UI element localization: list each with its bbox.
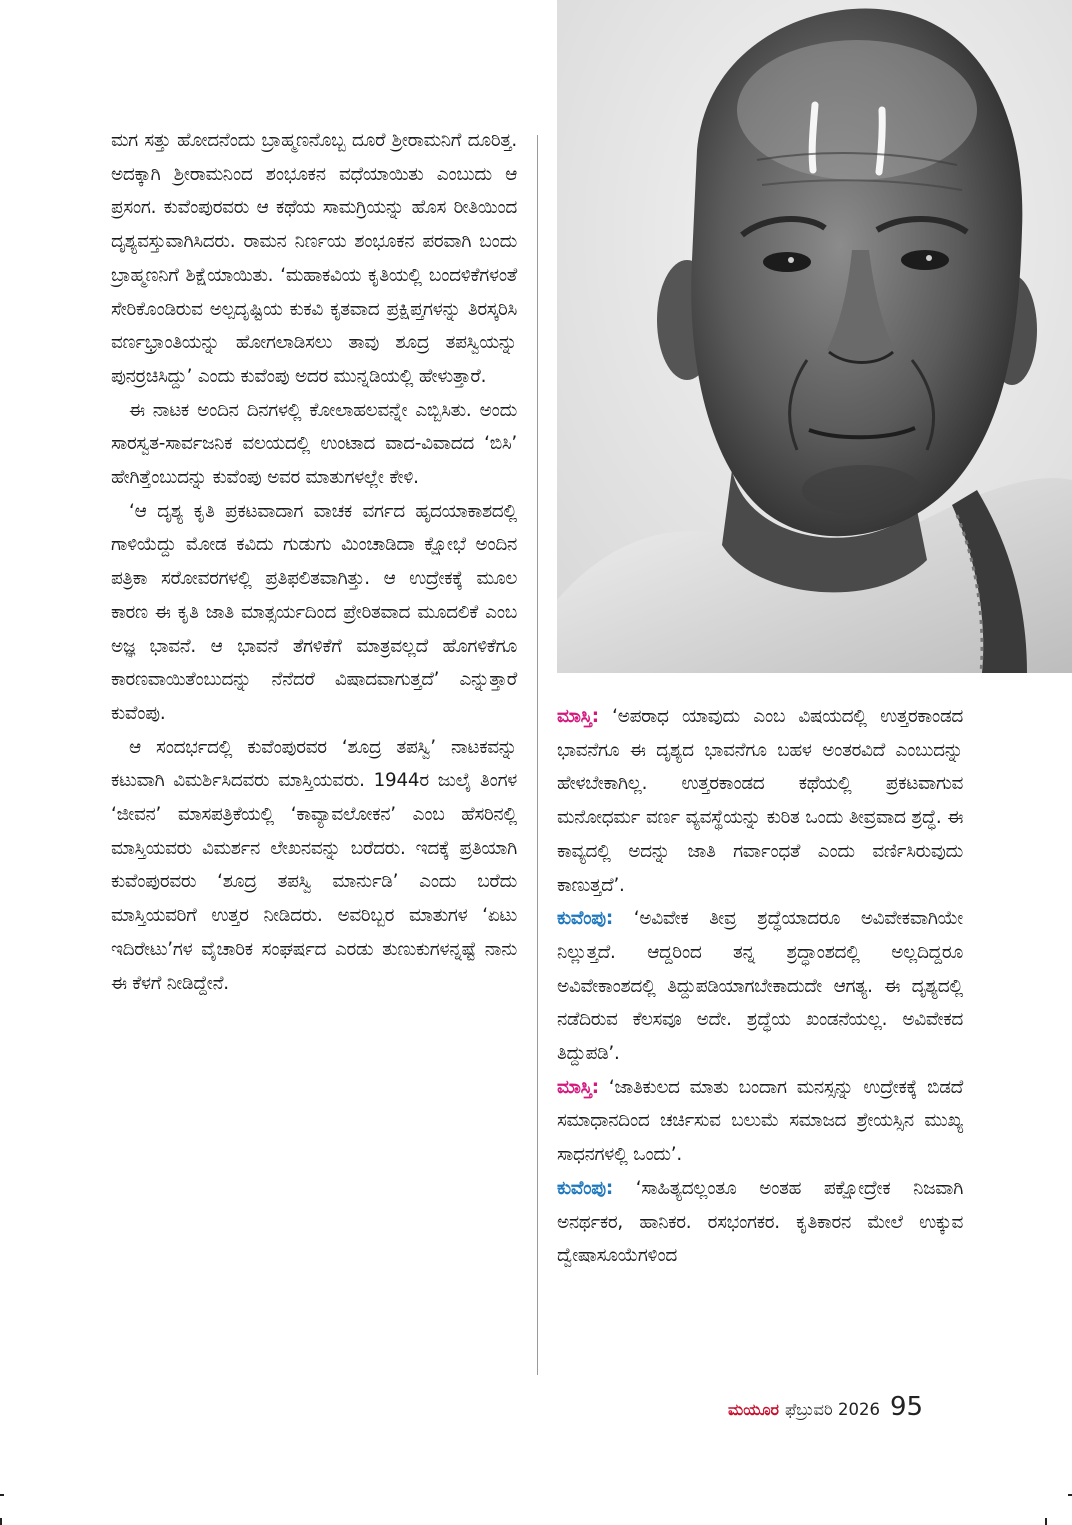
speaker-masti: ಮಾಸ್ತಿ: [557,1076,599,1098]
magazine-name: ಮಯೂರ [728,1400,780,1419]
paragraph: ಆ ಸಂದರ್ಭದಲ್ಲಿ ಕುವೆಂಪುರವರ ‘ಶೂದ್ರ ತಪಸ್ವಿ’ ನಾಟಕವನ್ನು ಕಟುವಾಗಿ ವಿಮರ್ಶಿಸಿದವರು ಮಾಸ್ತಿಯವರು. 1944ರ ಜುಲೈ ತಿಂಗಳ ‘ಜೀವನ’ ಮಾಸಪತ್ರಿಕೆಯಲ್ಲಿ ‘ಕಾವ್ಯಾವಲೋಕನ’ ಎಂಬ ಹೆಸರಿನಲ್ಲಿ ಮಾಸ್ತಿಯವರು ವಿಮರ್ಶನ ಲೇಖನವನ್ನು ಬರೆದರು. ಇದಕ್ಕೆ ಪ್ರತಿಯಾಗಿ ಕುವೆಂಪುರವರು ‘ಶೂದ್ರ ತಪಸ್ವಿ ಮಾರ್ನುಡಿ’ ಎಂದು ಬರೆದು ಮಾಸ್ತಿಯವರಿಗೆ ಉತ್ತರ ನೀಡಿದರು. ಅವರಿಬ್ಬರ ಮಾತುಗಳ ‘ಏಟು ಇದಿರೇಟು’ಗಳ ವೈಚಾರಿಕ ಸಂಘರ್ಷದ ಎರಡು ತುಣುಕುಗಳನ್ನಷ್ಟೆ ನಾನು ಈ ಕೆಳಗೆ ನೀಡಿದ್ದೇನೆ. [111,736,517,994]
paragraph: ‘ಆ ದೃಶ್ಯ ಕೃತಿ ಪ್ರಕಟವಾದಾಗ ವಾಚಕ ವರ್ಗದ ಹೃದಯಾಕಾಶದಲ್ಲಿ ಗಾಳಿಯೆದ್ದು ಮೋಡ ಕವಿದು ಗುಡುಗು ಮಿಂಚಾಡಿದಾ ಕ್ಷೋಭೆ ಅಂದಿನ ಪತ್ರಿಕಾ ಸರೋವರಗಳಲ್ಲಿ ಪ್ರತಿಫಲಿತವಾಗಿತ್ತು. ಆ ಉದ್ರೇಕಕ್ಕೆ ಮೂಲ ಕಾರಣ ಈ ಕೃತಿ ಜಾತಿ ಮಾತ್ಸರ್ಯದಿಂದ ಪ್ರೇರಿತವಾದ ಮೂದಲಿಕೆ ಎಂಬ ಅಜ್ಞ ಭಾವನೆ. ಆ ಭಾವನೆ ತೆಗಳಿಕೆಗೆ ಮಾತ್ರವಲ್ಲದೆ ಹೊಗಳಿಕೆಗೂ ಕಾರಣವಾಯಿತೆಂಬುದನ್ನು ನೆನೆದರೆ ವಿಷಾದವಾಗುತ್ತದೆ’ ಎನ್ನುತ್ತಾರೆ ಕುವೆಂಪು. [111,500,517,724]
crop-mark-bottom-right [1045,1518,1047,1525]
paragraph: ಮಗ ಸತ್ತು ಹೋದನೆಂದು ಬ್ರಾಹ್ಮಣನೊಬ್ಬ ದೂರೆ ಶ್ರೀರಾಮನಿಗೆ ದೂರಿತ್ತ. ಅದಕ್ಕಾಗಿ ಶ್ರೀರಾಮನಿಂದ ಶಂಭೂಕನ ವಧೆಯಾಯಿತು ಎಂಬುದು ಆ ಪ್ರಸಂಗ. ಕುವೆಂಪುರವರು ಆ ಕಥೆಯ ಸಾಮಗ್ರಿಯನ್ನು ಹೊಸ ರೀತಿಯಿಂದ ದೃಶ್ಯವಸ್ತುವಾಗಿಸಿದರು. ರಾಮನ ನಿರ್ಣಯ ಶಂಭೂಕನ ಪರವಾಗಿ ಬಂದು ಬ್ರಾಹ್ಮಣನಿಗೆ ಶಿಕ್ಷೆಯಾಯಿತು. ‘ಮಹಾಕವಿಯ ಕೃತಿಯಲ್ಲಿ ಬಂದಳಿಕೆಗಳಂತೆ ಸೇರಿಕೊಂಡಿರುವ ಅಲ್ಪದೃಷ್ಟಿಯ ಕುಕವಿ ಕೃತವಾದ ಪ್ರಕ್ಷಿಪ್ತಗಳನ್ನು ತಿರಸ್ಕರಿಸಿ ವರ್ಣಭ್ರಾಂತಿಯನ್ನು ಹೋಗಲಾಡಿಸಲು ತಾವು ಶೂದ್ರ ತಪಸ್ವಿಯನ್ನು ಪುನರ್ರಚಿಸಿದ್ದು’ ಎಂದು ಕುವೆಂಪು ಅದರ ಮುನ್ನಡಿಯಲ್ಲಿ ಹೇಳುತ್ತಾರೆ. [111,130,517,387]
column-divider [537,135,538,1375]
page-number: 95 [889,1392,924,1422]
page-footer [728,1392,923,1426]
dialogue-column [557,700,963,1273]
dialogue-entry [557,700,963,902]
crop-mark-right [1068,1494,1072,1496]
dialogue-text: ‘ಅಪರಾಧ ಯಾವುದು ಎಂಬ ವಿಷಯದಲ್ಲಿ ಉತ್ತರಕಾಂಡದ ಭಾವನೆಗೂ ಈ ದೃಶ್ಯದ ಭಾವನೆಗೂ ಬಹಳ ಅಂತರವಿದೆ ಎಂಬುದನ್ನು ಹೇಳಬೇಕಾಗಿಲ್ಲ. ಉತ್ತರಕಾಂಡದ ಕಥೆಯಲ್ಲಿ ಪ್ರಕಟವಾಗುವ ಮನೋಧರ್ಮ ವರ್ಣ ವ್ಯವಸ್ಥೆಯನ್ನು ಕುರಿತ ಒಂದು ತೀವ್ರವಾದ ಶ್ರದ್ಧೆ. ಈ ಕಾವ್ಯದಲ್ಲಿ ಅದನ್ನು ಜಾತಿ ಗರ್ವಾಂಧತೆ ಎಂದು ವರ್ಣಿಸಿರುವುದು ಕಾಣುತ್ತದೆ’. [557,706,963,896]
paragraph: ಈ ನಾಟಕ ಅಂದಿನ ದಿನಗಳಲ್ಲಿ ಕೋಲಾಹಲವನ್ನೇ ಎಬ್ಬಿಸಿತು. ಅಂದು ಸಾರಸ್ವತ-ಸಾರ್ವಜನಿಕ ವಲಯದಲ್ಲಿ ಉಂಟಾದ ವಾದ-ವಿವಾದದ ‘ಬಿಸಿ’ ಹೇಗಿತ್ತೆಂಬುದನ್ನು ಕುವೆಂಪು ಅವರ ಮಾತುಗಳಲ್ಲೇ ಕೇಳಿ. [111,399,517,489]
dialogue-text: ‘ಅವಿವೇಕ ತೀವ್ರ ಶ್ರದ್ಧೆಯಾದರೂ ಅವಿವೇಕವಾಗಿಯೇ ನಿಲ್ಲುತ್ತದೆ. ಆದ್ದರಿಂದ ತನ್ನ ಶ್ರದ್ಧಾಂಶದಲ್ಲಿ ಅಲ್ಲದಿದ್ದರೂ ಅವಿವೇಕಾಂಶದಲ್ಲಿ ತಿದ್ದುಪಡಿಯಾಗಬೇಕಾದುದೇ ಆಗತ್ಯ. ಈ ದೃಶ್ಯದಲ್ಲಿ ನಡೆದಿರುವ ಕೆಲಸವೂ ಅದೇ. ಶ್ರದ್ಧೆಯ ಖಂಡನೆಯಲ್ಲ. ಅವಿವೇಕದ ತಿದ್ದುಪಡಿ’. [557,908,963,1065]
dialogue-entry [557,1071,963,1172]
speaker-kuvempu: ಕುವೆಂಪು: [557,1177,613,1199]
crop-mark-bottom-left [0,1518,2,1525]
portrait-photo [557,0,1072,673]
dialogue-text: ‘ಜಾತಿಕುಲದ ಮಾತು ಬಂದಾಗ ಮನಸ್ಸನ್ನು ಉದ್ರೇಕಕ್ಕೆ ಬಿಡದೆ ಸಮಾಧಾನದಿಂದ ಚರ್ಚಿಸುವ ಬಲುಮೆ ಸಮಾಜದ ಶ್ರೇಯಸ್ಸಿನ ಮುಖ್ಯ ಸಾಧನಗಳಲ್ಲಿ ಒಂದು’. [557,1076,963,1166]
article-left-column [111,124,517,1000]
issue-date: ಫೆಬ್ರುವರಿ 2026 [785,1400,880,1419]
dialogue-entry [557,1172,963,1273]
crop-mark-left [0,1494,4,1496]
speaker-masti: ಮಾಸ್ತಿ: [557,706,599,727]
speaker-kuvempu: ಕುವೆಂಪು: [557,908,613,930]
dialogue-entry [557,902,963,1071]
dialogue-text: ‘ಸಾಹಿತ್ಯದಲ್ಲಂತೂ ಅಂತಹ ಪಕ್ಷೋದ್ರೇಕ ನಿಜವಾಗಿ ಅನರ್ಥಕರ, ಹಾನಿಕರ. ರಸಭಂಗಕರ. ಕೃತಿಕಾರನ ಮೇಲೆ ಉಕ್ಕುವ ದ್ವೇಷಾಸೂಯೆಗಳಿಂದ [557,1177,963,1267]
